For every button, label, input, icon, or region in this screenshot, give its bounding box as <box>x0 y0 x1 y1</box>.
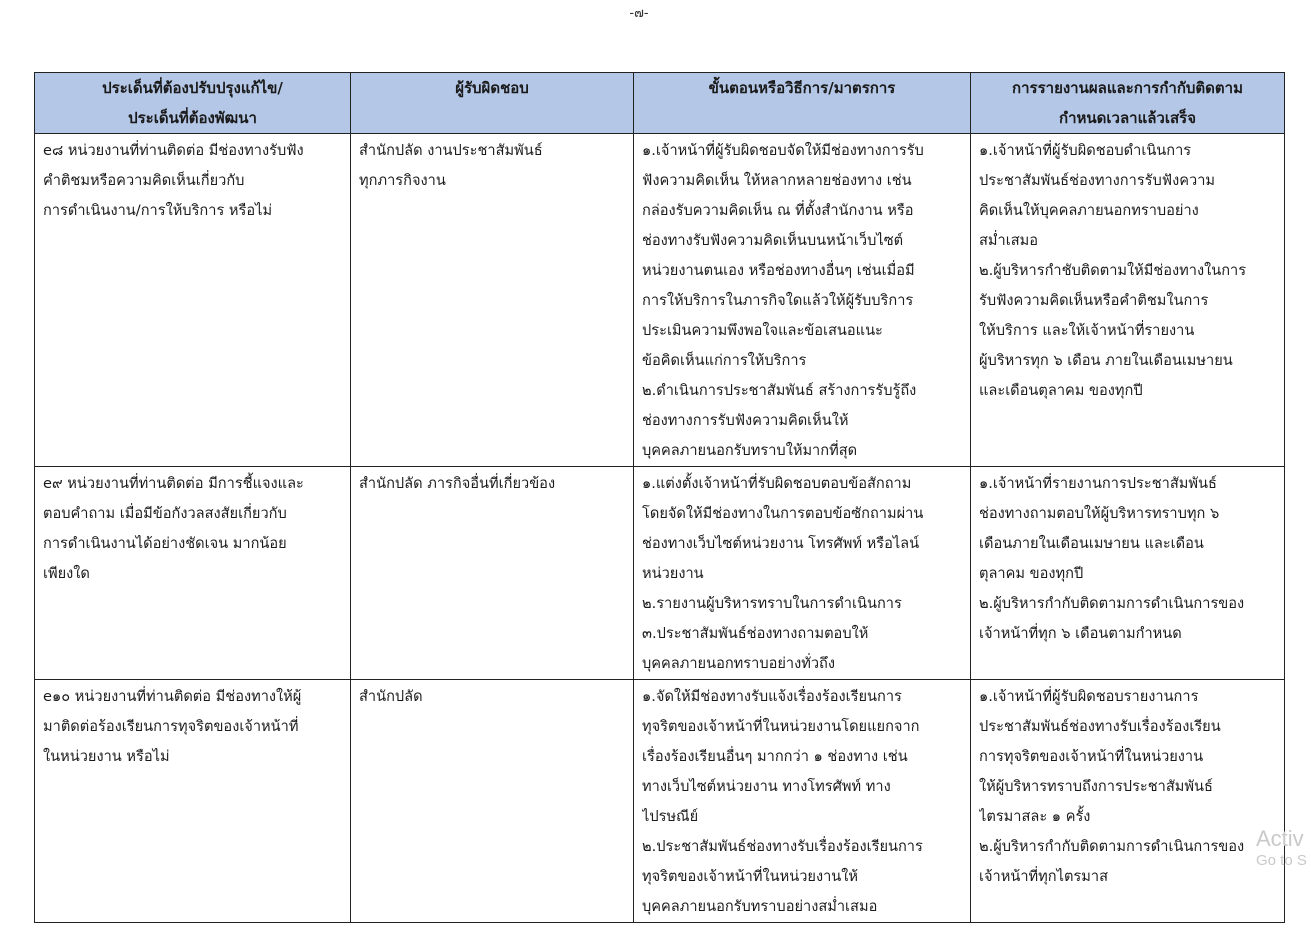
issue-line: ตอบคำถาม เมื่อมีข้อกังวลสงสัยเกี่ยวกับ <box>43 505 287 522</box>
watermark-line-1: Activ <box>1256 826 1304 851</box>
steps-line: หน่วยงานตนเอง หรือช่องทางอื่นๆ เช่นเมื่อมี <box>642 262 915 279</box>
issue-line: e๑๐ หน่วยงานที่ท่านติดต่อ มีช่องทางให้ผู้ <box>43 688 302 705</box>
header-reporting <box>971 73 1285 134</box>
steps-line: ข้อคิดเห็นแก่การให้บริการ <box>642 352 807 369</box>
reporting-line: ไตรมาสละ ๑ ครั้ง <box>979 808 1091 825</box>
steps-line: ไปรษณีย์ <box>642 808 699 825</box>
responsible-line: สำนักปลัด ภารกิจอื่นที่เกี่ยวข้อง <box>359 475 556 492</box>
reporting-line: ๑.เจ้าหน้าที่ผู้รับผิดชอบดำเนินการ <box>979 142 1192 159</box>
steps-line: ทางเว็บไซต์หน่วยงาน ทางโทรศัพท์ ทาง <box>642 778 891 795</box>
steps-line: การให้บริการในภารกิจใดแล้วให้ผู้รับบริการ <box>642 292 914 309</box>
steps-line: กล่องรับความคิดเห็น ณ ที่ตั้งสำนักงาน หรือ <box>642 202 914 219</box>
issue-line: เพียงใด <box>43 565 90 582</box>
reporting-line: คิดเห็นให้บุคคลภายนอกทราบอย่าง <box>979 202 1199 219</box>
table-row <box>35 467 1285 680</box>
steps-line: ๑.แต่งตั้งเจ้าหน้าที่รับผิดชอบตอบข้อสักถาม <box>642 475 912 492</box>
steps-line: ฟังความคิดเห็น ให้หลากหลายช่องทาง เช่น <box>642 172 912 189</box>
reporting-line: ๒.ผู้บริหารกำกับติดตามการดำเนินการของ <box>979 838 1245 855</box>
issue-cell <box>35 467 351 680</box>
watermark-line-2: Go to S <box>1256 852 1307 869</box>
steps-line: ช่องทางเว็บไซต์หน่วยงาน โทรศัพท์ หรือไลน์ <box>642 535 920 552</box>
reporting-line: ๒.ผู้บริหารกำชับติดตามให้มีช่องทางในการ <box>979 262 1247 279</box>
reporting-line: ให้ผู้บริหารทราบถึงการประชาสัมพันธ์ <box>979 778 1213 795</box>
header-issue-line-2: ประเด็นที่ต้องพัฒนา <box>128 109 257 127</box>
responsible-cell <box>351 134 634 467</box>
page-number: -๗- <box>629 6 649 21</box>
issue-line: e๙ หน่วยงานที่ท่านติดต่อ มีการชี้แจงและ <box>43 475 304 492</box>
issue-line: มาติดต่อร้องเรียนการทุจริตของเจ้าหน้าที่ <box>43 718 299 735</box>
reporting-line: ๑.เจ้าหน้าที่ผู้รับผิดชอบรายงานการ <box>979 688 1199 705</box>
reporting-line: ประชาสัมพันธ์ช่องทางรับเรื่องร้องเรียน <box>979 718 1221 735</box>
table-header-row <box>35 73 1285 134</box>
steps-line: ๒.รายงานผู้บริหารทราบในการดำเนินการ <box>642 595 902 612</box>
steps-line: ทุจริตของเจ้าหน้าที่ในหน่วยงานให้ <box>642 868 858 885</box>
header-reporting-line-1: การรายงานผลและการกำกับติดตาม <box>1012 79 1243 97</box>
steps-line: ๑.จัดให้มีช่องทางรับแจ้งเรื่องร้องเรียนการ <box>642 688 902 705</box>
header-steps-line-1: ขั้นตอนหรือวิธีการ/มาตรการ <box>708 79 896 97</box>
header-issue <box>35 73 351 134</box>
reporting-line: และเดือนตุลาคม ของทุกปี <box>979 382 1143 399</box>
header-issue-line-1: ประเด็นที่ต้องปรับปรุงแก้ไข/ <box>102 79 283 97</box>
reporting-line: ตุลาคม ของทุกปี <box>979 565 1084 582</box>
steps-cell <box>634 680 971 923</box>
steps-line: ๒.ประชาสัมพันธ์ช่องทางรับเรื่องร้องเรียนการ <box>642 838 923 855</box>
table-row <box>35 680 1285 923</box>
header-responsible <box>351 73 634 134</box>
issue-cell <box>35 680 351 923</box>
reporting-cell <box>971 467 1285 680</box>
reporting-line: การทุจริตของเจ้าหน้าที่ในหน่วยงาน <box>979 748 1204 765</box>
activation-watermark <box>1256 826 1307 870</box>
reporting-cell <box>971 680 1285 923</box>
steps-line: ช่องทางการรับฟังความคิดเห็นให้ <box>642 412 849 429</box>
issue-line: ในหน่วยงาน หรือไม่ <box>43 748 170 765</box>
reporting-line: สม่ำเสมอ <box>979 232 1039 249</box>
steps-line: บุคคลภายนอกรับทราบอย่างสม่ำเสมอ <box>642 898 878 915</box>
reporting-line: รับฟังความคิดเห็นหรือคำติชมในการ <box>979 292 1209 309</box>
issue-line: การดำเนินงานได้อย่างชัดเจน มากน้อย <box>43 535 287 552</box>
steps-line: ทุจริตของเจ้าหน้าที่ในหน่วยงานโดยแยกจาก <box>642 718 920 735</box>
steps-line: โดยจัดให้มีช่องทางในการตอบข้อซักถามผ่าน <box>642 505 924 522</box>
steps-line: ๒.ดำเนินการประชาสัมพันธ์ สร้างการรับรู้ถึง <box>642 382 917 399</box>
reporting-line: ประชาสัมพันธ์ช่องทางการรับฟังความ <box>979 172 1216 189</box>
header-responsible-line-1: ผู้รับผิดชอบ <box>455 79 529 97</box>
header-reporting-line-2: กำหนดเวลาแล้วเสร็จ <box>1059 109 1196 127</box>
steps-line: หน่วยงาน <box>642 565 704 582</box>
steps-line: บุคคลภายนอกทราบอย่างทั่วถึง <box>642 655 836 672</box>
issue-line: การดำเนินงาน/การให้บริการ หรือไม่ <box>43 202 273 219</box>
reporting-line: ให้บริการ และให้เจ้าหน้าที่รายงาน <box>979 322 1195 339</box>
reporting-line: ผู้บริหารทุก ๖ เดือน ภายในเดือนเมษายน <box>979 352 1233 369</box>
reporting-line: ช่องทางถามตอบให้ผู้บริหารทราบทุก ๖ <box>979 505 1220 522</box>
reporting-line: เดือนภายในเดือนเมษายน และเดือน <box>979 535 1204 552</box>
responsible-cell <box>351 680 634 923</box>
reporting-line: ๑.เจ้าหน้าที่รายงานการประชาสัมพันธ์ <box>979 475 1217 492</box>
steps-line: ประเมินความพึงพอใจและข้อเสนอแนะ <box>642 322 883 339</box>
steps-line: ๑.เจ้าหน้าที่ผู้รับผิดชอบจัดให้มีช่องทางการรับ <box>642 142 924 159</box>
issue-line: e๘ หน่วยงานที่ท่านติดต่อ มีช่องทางรับฟัง <box>43 142 304 159</box>
steps-line: เรื่องร้องเรียนอื่นๆ มากกว่า ๑ ช่องทาง เช่น <box>642 748 908 765</box>
steps-line: ช่องทางรับฟังความคิดเห็นบนหน้าเว็บไซต์ <box>642 232 904 249</box>
reporting-line: เจ้าหน้าที่ทุกไตรมาส <box>979 868 1108 885</box>
issue-line: คำติชมหรือความคิดเห็นเกี่ยวกับ <box>43 172 245 189</box>
responsible-line: ทุกภารกิจงาน <box>359 172 446 189</box>
responsible-line: สำนักปลัด <box>359 688 423 705</box>
table-row <box>35 134 1285 467</box>
reporting-line: เจ้าหน้าที่ทุก ๖ เดือนตามกำหนด <box>979 625 1182 642</box>
improvement-plan-table <box>34 72 1285 923</box>
reporting-line: ๒.ผู้บริหารกำกับติดตามการดำเนินการของ <box>979 595 1245 612</box>
steps-cell <box>634 134 971 467</box>
responsible-cell <box>351 467 634 680</box>
issue-cell <box>35 134 351 467</box>
steps-line: บุคคลภายนอกรับทราบให้มากที่สุด <box>642 442 858 459</box>
steps-line: ๓.ประชาสัมพันธ์ช่องทางถามตอบให้ <box>642 625 869 642</box>
responsible-line: สำนักปลัด งานประชาสัมพันธ์ <box>359 142 543 159</box>
steps-cell <box>634 467 971 680</box>
header-steps <box>634 73 971 134</box>
reporting-cell <box>971 134 1285 467</box>
